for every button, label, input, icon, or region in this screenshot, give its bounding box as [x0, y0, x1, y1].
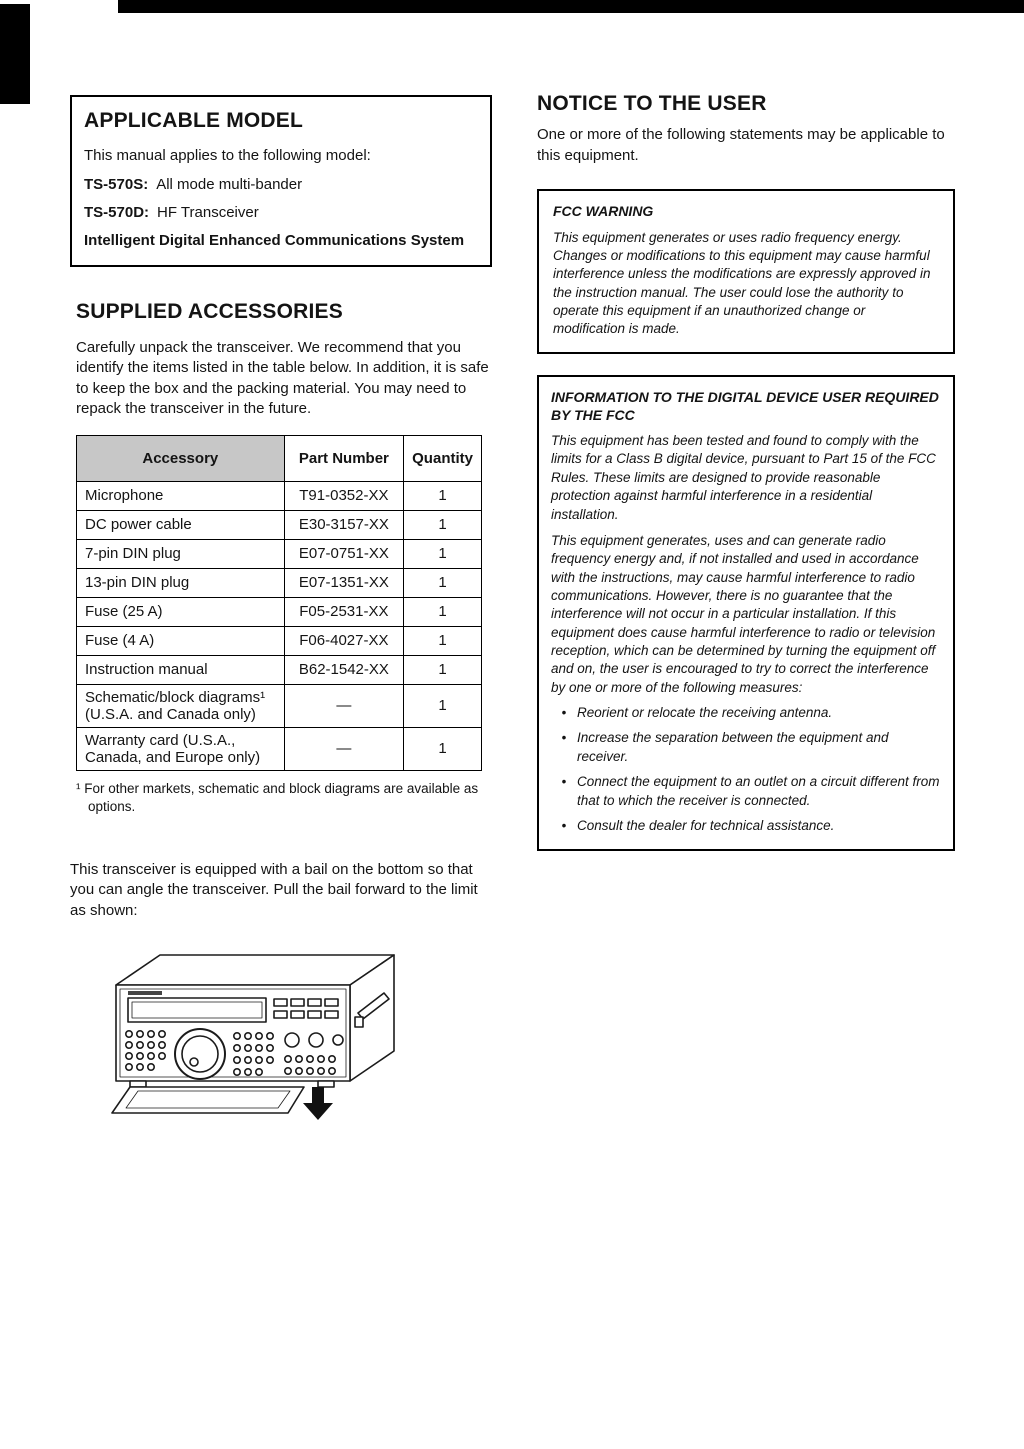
part-number-cell: E07-0751-XX — [284, 539, 404, 568]
scan-artifact-top — [118, 0, 1024, 13]
part-number-cell: E07-1351-XX — [284, 568, 404, 597]
right-column — [537, 92, 955, 851]
table-row — [77, 481, 482, 510]
quantity-cell: 1 — [404, 727, 482, 770]
model-tagline: Intelligent Digital Enhanced Communications System — [84, 232, 465, 249]
supplied-accessories-intro: Carefully unpack the transceiver. We recommend that you identify the items listed in the table below. In addition, it is safe to keep the box and the packing material. You may need to repack the transceiver in the future. — [76, 339, 489, 418]
applicable-model-title: APPLICABLE MODEL — [84, 109, 304, 132]
table-row — [77, 655, 482, 684]
model-desc: All mode multi-bander — [156, 176, 303, 193]
transceiver-drawing — [96, 941, 440, 1125]
model-desc: HF Transceiver — [157, 204, 259, 221]
table-row — [77, 684, 482, 727]
bullet-text: Reorient or relocate the receiving antenna. — [577, 705, 833, 721]
quantity-cell: 1 — [404, 568, 482, 597]
part-number-cell: — — [284, 684, 404, 727]
bail-note: This transceiver is equipped with a bail on the bottom so that you can angle the transceiver. Pull the bail forward to the limit as shown: — [70, 861, 478, 919]
bullet-text: Connect the equipment to an outlet on a circuit different from that to which the receiver is connected. — [577, 774, 940, 808]
accessories-table — [76, 435, 482, 771]
bullet-text: Consult the dealer for technical assistance. — [577, 817, 835, 833]
table-row — [77, 510, 482, 539]
quantity-cell: 1 — [404, 597, 482, 626]
pull-down-arrow — [303, 1087, 333, 1120]
bullet-icon: • — [561, 817, 567, 833]
accessory-cell: 7-pin DIN plug — [77, 539, 285, 568]
notice-intro: One or more of the following statements may be applicable to this equipment. — [537, 126, 945, 164]
accessory-cell: Fuse (25 A) — [77, 597, 285, 626]
scan-artifact-corner — [0, 4, 30, 104]
table-row — [77, 539, 482, 568]
table-footnote: ¹ For other markets, schematic and block diagrams are available as options. — [76, 780, 479, 814]
accessory-cell: Microphone — [77, 481, 285, 510]
table-row — [77, 597, 482, 626]
quantity-cell: 1 — [404, 510, 482, 539]
model-name: TS-570S: — [84, 176, 149, 193]
transceiver-illustration — [96, 941, 492, 1130]
bullet-icon: • — [561, 705, 567, 721]
digital-device-info-box — [537, 375, 955, 852]
quantity-cell: 1 — [404, 539, 482, 568]
fcc-warning-box — [537, 189, 955, 353]
accessory-cell: Schematic/block diagrams¹ (U.S.A. and Canada only) — [77, 684, 285, 727]
applicable-model-box — [70, 95, 492, 267]
quantity-cell: 1 — [404, 655, 482, 684]
bullet-icon: • — [561, 730, 567, 746]
bullet-item — [551, 817, 941, 835]
applicable-model-intro: This manual applies to the following model: — [84, 147, 371, 164]
table-row — [77, 568, 482, 597]
model-name: TS-570D: — [84, 204, 150, 221]
digital-device-info-para2: This equipment generates, uses and can generate radio frequency energy and, if not installed and used in accordance with the instructions, may cause harmful interference to radio communications. However, there is no guarantee that the interference will not occur in a particular installation. If this equipment does cause harmful interference to radio or television reception, which can be determined by turning the equipment off and on, the user is encouraged to try to correct the interference by one or more of the following measures: — [551, 532, 936, 695]
accessory-cell: Fuse (4 A) — [77, 626, 285, 655]
bullet-text: Increase the separation between the equipment and receiver. — [577, 730, 889, 764]
bullet-item — [551, 704, 941, 722]
bullet-icon: • — [561, 774, 567, 790]
digital-device-info-para1: This equipment has been tested and found to comply with the limits for a Class B digital device, pursuant to Part 15 of the FCC Rules. These limits are designed to provide reasonable protection against harmful interference in a residential installation. — [551, 433, 936, 522]
model-line-ts570d — [84, 204, 476, 221]
accessory-cell: Instruction manual — [77, 655, 285, 684]
part-number-cell: B62-1542-XX — [284, 655, 404, 684]
header-accessory: Accessory — [77, 435, 285, 481]
notice-title: NOTICE TO THE USER — [537, 92, 767, 115]
fcc-warning-title: FCC WARNING — [553, 203, 654, 220]
bullet-item — [551, 729, 941, 766]
part-number-cell: T91-0352-XX — [284, 481, 404, 510]
table-row — [77, 727, 482, 770]
header-part-number: Part Number — [284, 435, 404, 481]
part-number-cell: E30-3157-XX — [284, 510, 404, 539]
table-row — [77, 626, 482, 655]
part-number-cell: F05-2531-XX — [284, 597, 404, 626]
fcc-warning-body: This equipment generates or uses radio frequency energy. Changes or modifications to this equipment may cause harmful interference unless the modifications are expressly approved in the instruction manual. The user could lose the authority to operate this equipment if an unauthorized change or modification is made. — [553, 229, 931, 337]
quantity-cell: 1 — [404, 684, 482, 727]
quantity-cell: 1 — [404, 626, 482, 655]
accessory-cell: 13-pin DIN plug — [77, 568, 285, 597]
table-header-row — [77, 435, 482, 481]
header-quantity: Quantity — [404, 435, 482, 481]
part-number-cell: F06-4027-XX — [284, 626, 404, 655]
digital-device-info-title: INFORMATION TO THE DIGITAL DEVICE USER REQUIRED BY THE FCC — [551, 388, 939, 423]
quantity-cell: 1 — [404, 481, 482, 510]
part-number-cell: — — [284, 727, 404, 770]
bullet-item — [551, 773, 941, 810]
accessory-cell: DC power cable — [77, 510, 285, 539]
supplied-accessories-title: SUPPLIED ACCESSORIES — [76, 300, 343, 323]
model-line-ts570s — [84, 176, 476, 193]
accessory-cell: Warranty card (U.S.A., Canada, and Europe only) — [77, 727, 285, 770]
left-column — [70, 95, 492, 1130]
